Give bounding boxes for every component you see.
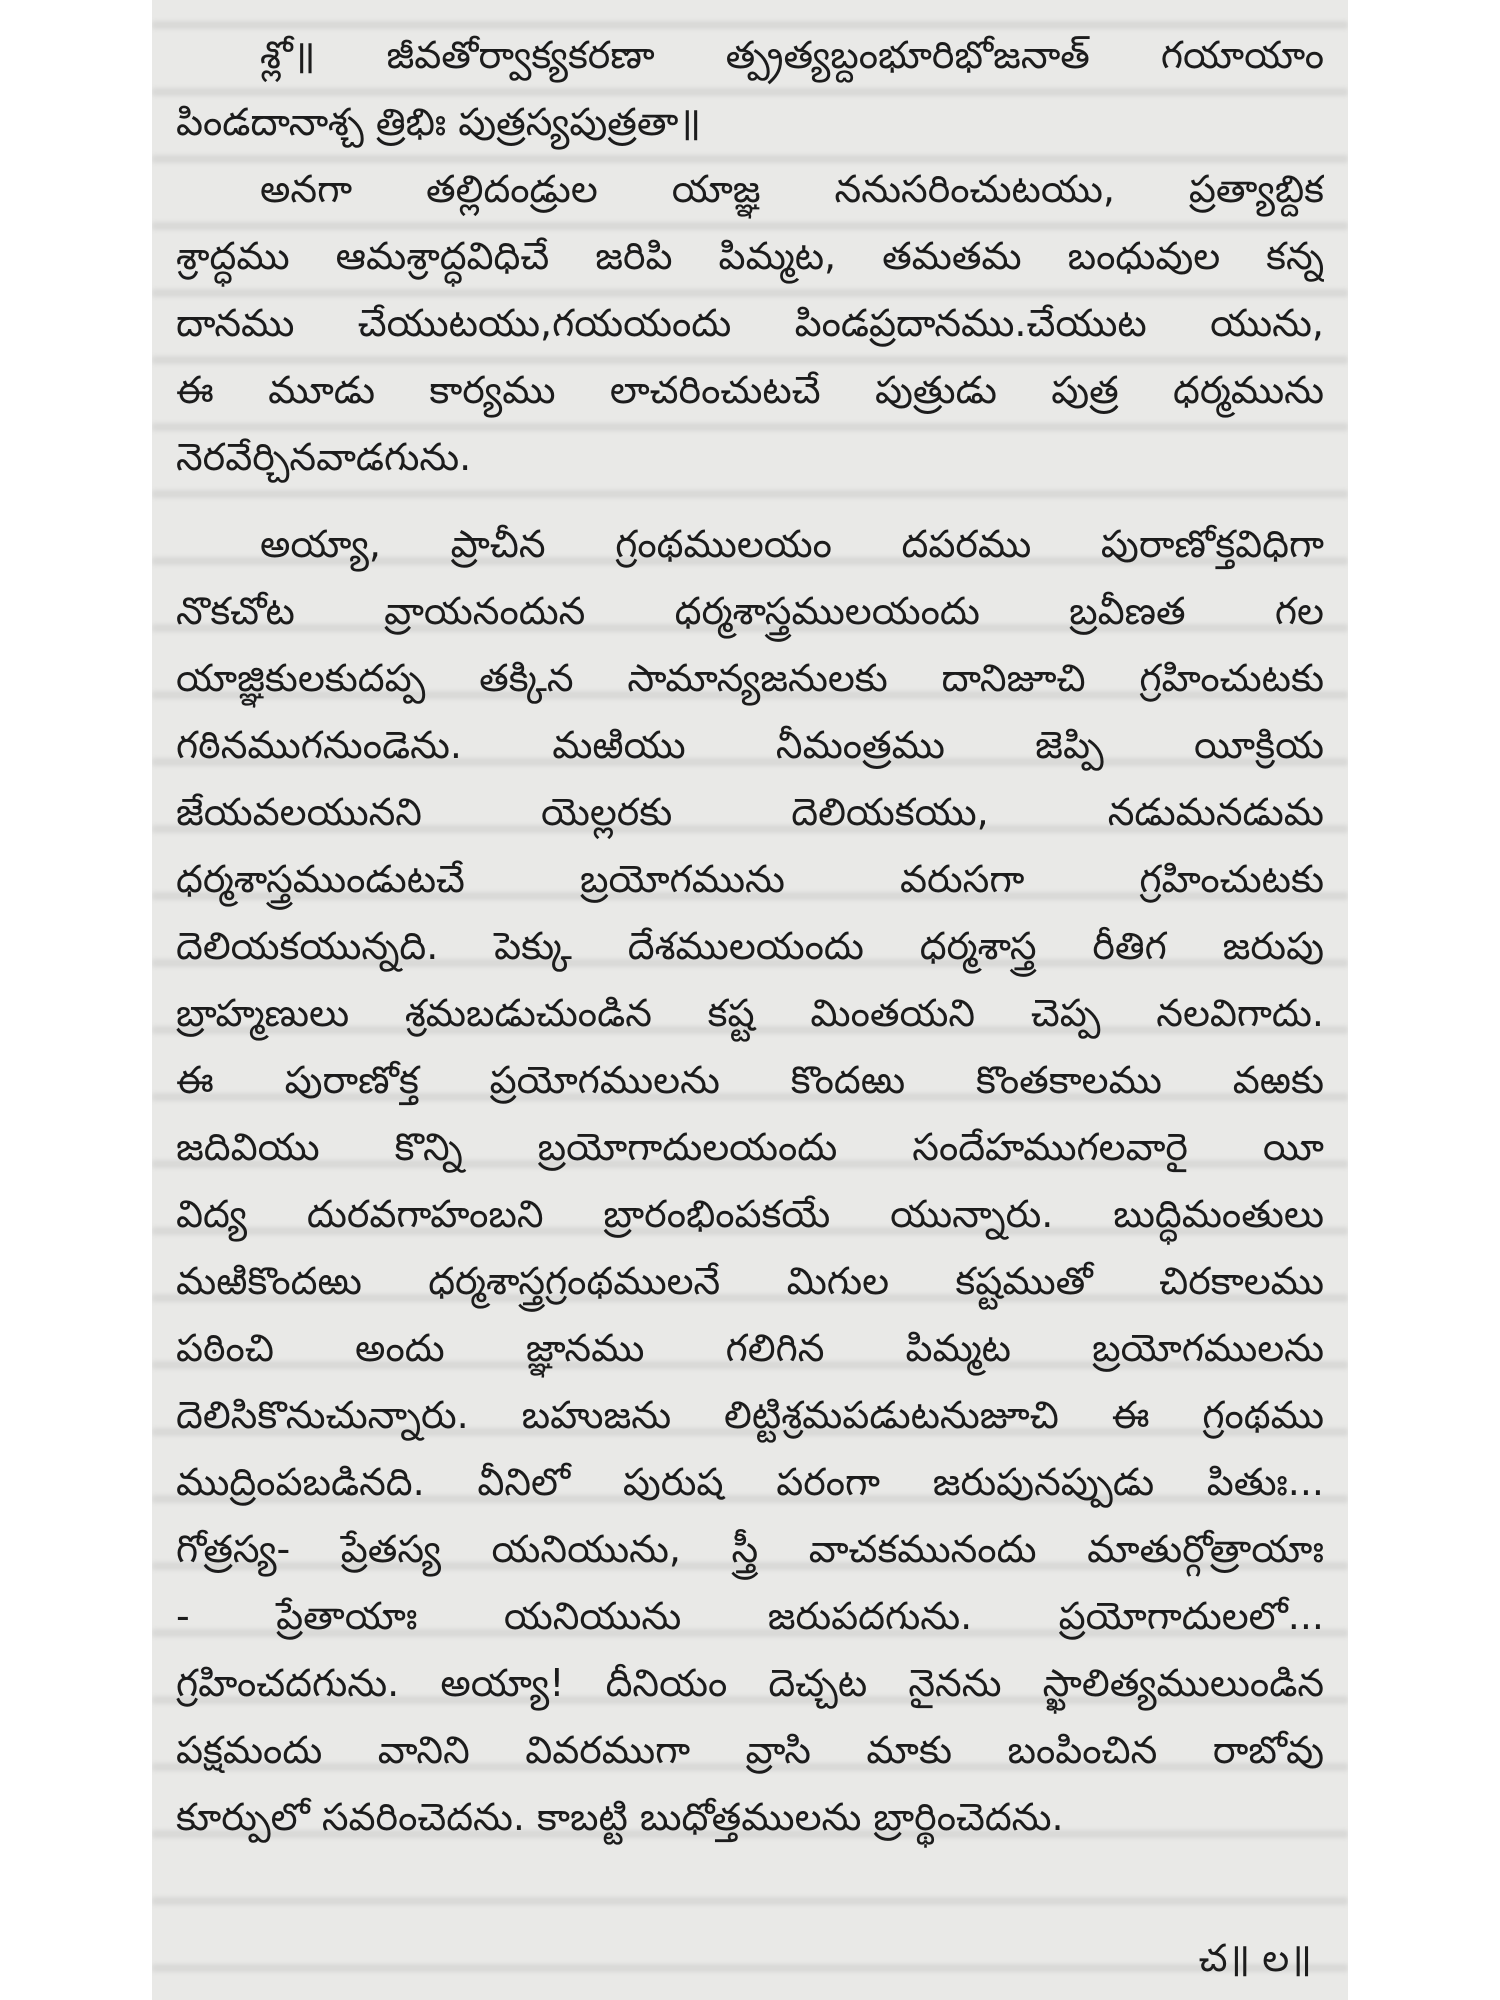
paragraph-1-line-5: నెరవేర్చినవాడగును.	[176, 435, 472, 479]
paragraph-2-line-20: కూర్పులో సవరించెదను. కాబట్టి బుధోత్తములను బ్రార్థించెదను.	[176, 1795, 1064, 1839]
paragraph-2-line-16: గోత్రస్య- ప్రేతస్య యనియును, స్త్రీ వాచకమునందు మాతుర్గోత్రాయాః	[176, 1527, 1324, 1571]
paragraph-2-line-5: జేయవలయునని యెల్లరకు దెలియకయు, నడుమనడుమ	[176, 790, 1324, 834]
paragraph-2-line-4: గఠినముగనుండెను. మఱియు నీమంత్రము జెప్పి యీక్రియ	[176, 723, 1324, 767]
paragraph-2-line-11: విద్య దురవగాహంబని బ్రారంభింపకయే యున్నారు. బుద్ధిమంతులు	[176, 1192, 1324, 1236]
paragraph-2-line-3: యాజ్ఞికులకుదప్ప తక్కిన సామాన్యజనులకు దానిజూచి గ్రహించుటకు	[176, 656, 1324, 700]
paragraph-2-line-7: దెలియకయున్నది. పెక్కు దేశములయందు ధర్మశాస్త్ర రీతిగ జరుపు	[176, 924, 1324, 968]
paragraph-2-line-18: గ్రహించదగును. అయ్యా! దీనియం దెచ్చట నైనను స్ఖాలిత్యములుండిన	[176, 1661, 1324, 1705]
body-text	[176, 22, 1324, 1851]
verse-line-1: శ్లో॥ జీవతోర్వాక్యకరణా త్ప్రత్యబ్దంభూరిభోజనాత్ గయాయాం	[260, 33, 1324, 77]
paragraph-2-line-1: అయ్యా, ప్రాచీన గ్రంథములయం దపరము పురాణోక్తవిధిగా	[260, 522, 1324, 566]
paragraph-2-line-13: పఠించి అందు జ్ఞానము గలిగిన పిమ్మట బ్రయోగములను	[176, 1326, 1324, 1370]
paragraph-2-line-12: మఱికొందఱు ధర్మశాస్త్రగ్రంథములనే మిగుల కష్టముతో చిరకాలము	[176, 1259, 1324, 1303]
scanned-page	[152, 0, 1348, 2000]
paragraph-2-line-15: ముద్రింపబడినది. వీనిలో పురుష పరంగా జరుపునప్పుడు పితుః...	[176, 1460, 1324, 1504]
paragraph-1-line-1: అనగా తల్లిదండ్రుల యాజ్ఞ ననుసరించుటయు, ప్రత్యాబ్దిక	[260, 167, 1324, 211]
paragraph-2-line-9: ఈ పురాణోక్త ప్రయోగములను కొందఱు కొంతకాలము వఱకు	[176, 1058, 1324, 1102]
signature-initials: చ॥ ల॥	[1198, 1936, 1312, 1980]
paragraph-2-line-10: జదివియు కొన్ని బ్రయోగాదులయందు సందేహముగలవారై యీ	[176, 1125, 1324, 1169]
paragraph-2-line-6: ధర్మశాస్త్రముండుటచే బ్రయోగమును వరుసగా గ్రహించుటకు	[176, 857, 1324, 901]
paragraph-2-line-2: నొకచోట వ్రాయనందున ధర్మశాస్త్రములయందు బ్రవీణత గల	[176, 589, 1324, 633]
verse-line-2: పిండదానాశ్చ త్రిభిః పుత్రస్యపుత్రతా॥	[176, 100, 702, 144]
paragraph-1-line-2: శ్రాద్ధము ఆమశ్రాద్ధవిధిచే జరిపి పిమ్మట, తమతమ బంధువుల కన్న	[176, 234, 1324, 278]
paragraph-2-line-17: - ప్రేతాయాః యనియును జరుపదగును. ప్రయోగాదులలో...	[176, 1594, 1324, 1638]
paragraph-2-line-8: బ్రాహ్మణులు శ్రమబడుచుండిన కష్ట మింతయని చెప్ప నలవిగాదు.	[176, 991, 1324, 1035]
paragraph-1-line-3: దానము చేయుటయు,గయయందు పిండప్రదానము.చేయుట యును,	[176, 301, 1324, 345]
paragraph-2-line-14: దెలిసికొనుచున్నారు. బహుజను లిట్టిశ్రమపడుటనుజూచి ఈ గ్రంథము	[176, 1393, 1324, 1437]
paragraph-2-line-19: పక్షమందు వానిని వివరముగా వ్రాసి మాకు బంపించిన రాబోవు	[176, 1728, 1324, 1772]
paragraph-1-line-4: ఈ మూడు కార్యము లాచరించుటచే పుత్రుడు పుత్ర ధర్మమును	[176, 368, 1324, 412]
